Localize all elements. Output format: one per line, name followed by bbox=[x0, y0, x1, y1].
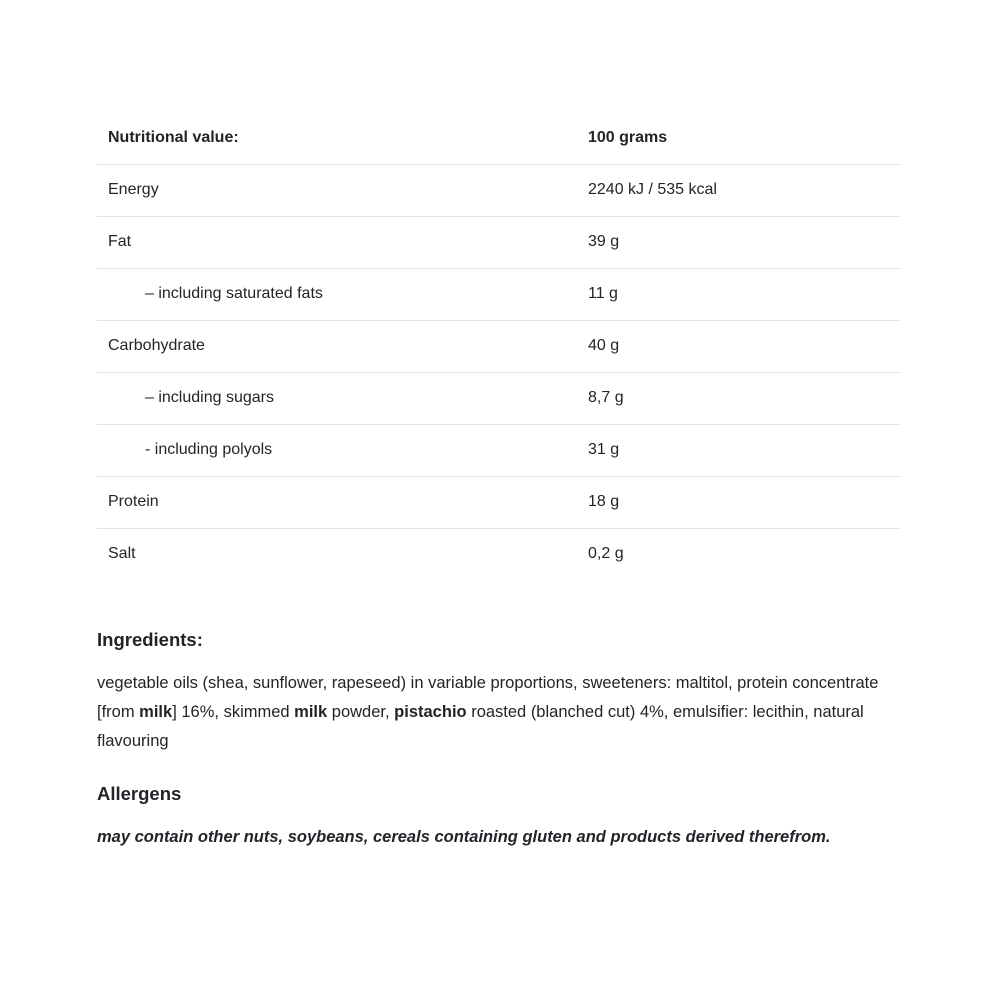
nutrition-header-value: 100 grams bbox=[588, 129, 668, 146]
nutrient-label: Salt bbox=[108, 545, 136, 562]
nutrient-value: 18 g bbox=[588, 493, 620, 510]
table-row bbox=[97, 321, 900, 373]
nutrient-label: - including polyols bbox=[145, 441, 273, 458]
nutrient-value: 8,7 g bbox=[588, 389, 624, 406]
nutrient-label: Carbohydrate bbox=[108, 337, 205, 354]
table-row bbox=[97, 269, 900, 321]
nutrient-value: 11 g bbox=[588, 285, 618, 302]
nutrient-value: 0,2 g bbox=[588, 545, 624, 562]
ingredients-text bbox=[97, 669, 897, 756]
nutrient-value: 2240 kJ / 535 kcal bbox=[588, 181, 717, 198]
table-row bbox=[97, 217, 900, 269]
ingredients-heading: Ingredients: bbox=[97, 629, 203, 650]
nutrient-label: – including saturated fats bbox=[145, 285, 323, 302]
table-row bbox=[97, 529, 900, 581]
ingredient-allergen-term: milk bbox=[294, 703, 328, 721]
nutrition-header-row bbox=[97, 113, 900, 165]
ingredient-text-segment: powder, bbox=[327, 703, 395, 721]
nutrition-table-body bbox=[97, 165, 900, 581]
nutrition-table bbox=[97, 113, 900, 580]
ingredient-text-segment: roasted (blanched cut) 4%, emulsifier: lecithin, natural flavouring bbox=[97, 703, 864, 750]
table-row bbox=[97, 425, 900, 477]
nutrient-label: Fat bbox=[108, 233, 132, 250]
nutrient-label: Energy bbox=[108, 181, 159, 198]
table-row bbox=[97, 373, 900, 425]
table-row bbox=[97, 165, 900, 217]
allergens-heading: Allergens bbox=[97, 783, 182, 804]
nutrient-value: 39 g bbox=[588, 233, 620, 250]
nutrient-value: 40 g bbox=[588, 337, 620, 354]
allergens-text: may contain other nuts, soybeans, cereals containing gluten and products derived therefrom. bbox=[97, 828, 831, 846]
nutrient-label: Protein bbox=[108, 493, 159, 510]
nutrition-header-label: Nutritional value: bbox=[108, 129, 239, 146]
ingredient-text-segment: vegetable oils (shea, sunflower, rapeseed) in variable proportions, sweeteners: maltitol, protein concentrate [from bbox=[97, 674, 879, 721]
ingredient-text-segment: ] 16%, skimmed bbox=[172, 703, 295, 721]
nutrient-value: 31 g bbox=[588, 441, 620, 458]
ingredient-allergen-term: pistachio bbox=[394, 703, 467, 721]
nutrient-label: – including sugars bbox=[145, 389, 274, 406]
table-row bbox=[97, 477, 900, 529]
ingredient-allergen-term: milk bbox=[139, 703, 173, 721]
